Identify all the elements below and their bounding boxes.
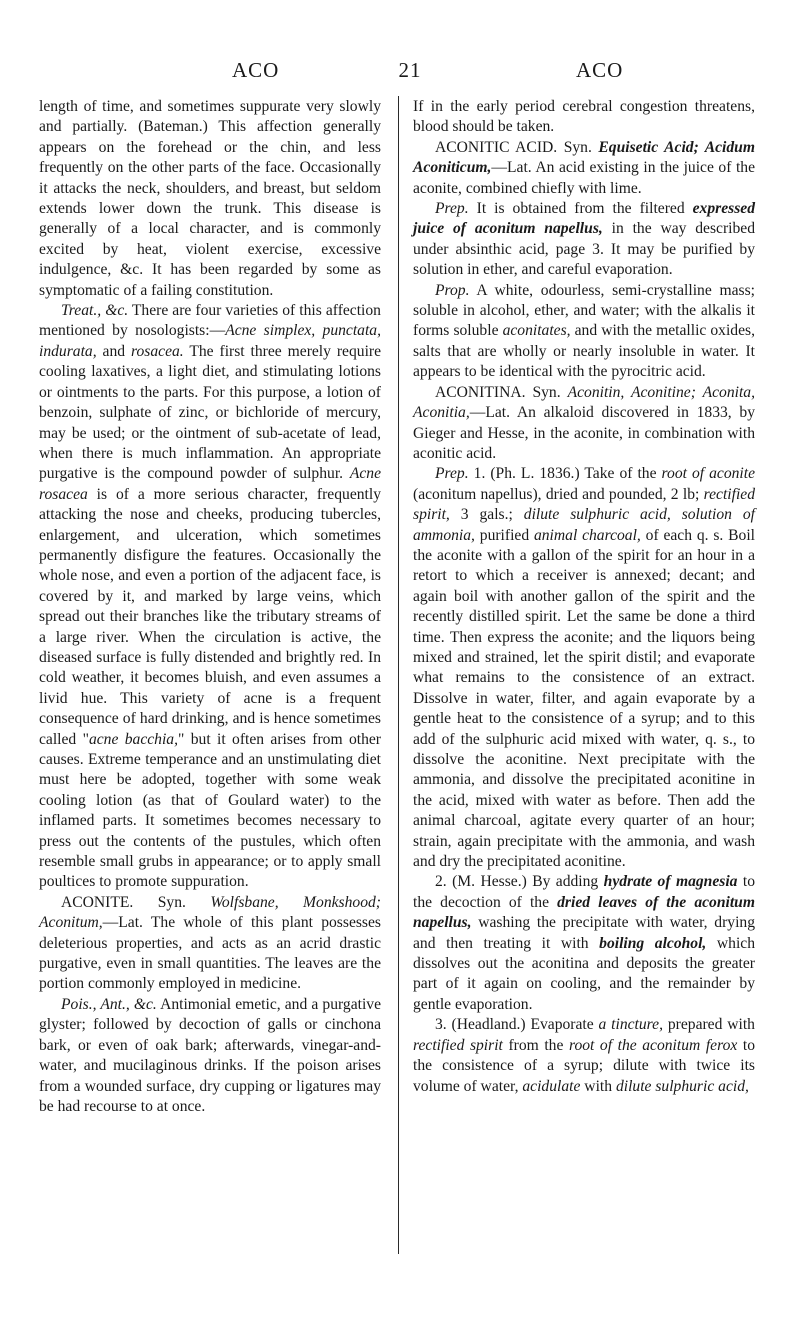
left-column — [39, 97, 381, 1117]
entry-aconitina: ACONITINA. Syn. Aconitin, Aconitine; Aconita, Aconitia,—Lat. An alkaloid discovered in 1833, by Gieger and Hesse, in the aconite, in combination with aconitic acid. — [413, 383, 755, 462]
column-divider — [398, 96, 399, 1254]
entry-aconite: ACONITE. Syn. Wolfsbane, Monkshood; Aconitum,—Lat. The whole of this plant possesses deleterious properties, and acts as an acrid drastic purgative, even in small quantities. The leaves are the portion commonly employed in medicine. — [39, 893, 381, 993]
paragraph-aconitic-prep: Prep. It is obtained from the filtered expressed juice of aconitum napellus, in the way described under absinthic acid, page 3. It may be purified by solution in ether, and careful evaporation. — [413, 200, 755, 279]
header-left-word: ACO — [232, 58, 280, 82]
page-number: 21 — [398, 58, 422, 82]
paragraph-acne-treatment: Treat., &c. There are four varieties of this affection mentioned by nosologists:—Acne simplex, punctata, indurata, and rosacea. The first three merely require cooling laxatives, a light diet, and stimulating lotions or ointments to the parts. For this purpose, a lotion of benzoin, sulphate of zinc, or bichloride of mercury, may be used; or the ointment of sub-acetate of lead, when there is much inflammation. An appropriate purgative is the compound powder of sulphur. Acne rosacea is of a more serious character, frequently attacking the nose and cheeks, producing tubercles, enlargement, and ulceration, which sometimes permanently disfigure the features. Occasionally the whole nose, and even a portion of the adjacent face, is covered by it, and marked by large veins, which spread out their branches like the tributary streams of a large river. When the circulation is active, the diseased surface is fully distended and brightly red. In cold weather, it becomes bluish, and even assumes a livid hue. This variety of acne is a frequent consequence of hard drinking, and is hence sometimes called "acne bacchia," but it often arises from other causes. Extreme temperance and an unstimulating diet must here be adopted, together with some weak cooling lotion (as that of Goulard water) to the inflamed parts. It sometimes becomes necessary to press out the contents of the pustules, which often resemble small grubs in appearance; or to apply small poultices to promote suppuration. — [39, 302, 382, 891]
paragraph-aconite-poison: Pois., Ant., &c. Antimonial emetic, and a purgative glyster; followed by decoction of galls or cinchona bark, or even of oak bark; afterwards, vinegar-and-water, and mucilaginous drinks. If the poison arises from a wounded surface, dry cupping or ligatures may be had recourse to at once. — [39, 995, 381, 1115]
right-column — [413, 97, 755, 1097]
paragraph-aconitina-prep-3: 3. (Headland.) Evaporate a tincture, prepared with rectified spirit from the root of the aconitum ferox to the consistence of a syrup; dilute with twice its volume of water, acidulate with dilute sulphuric acid, — [413, 1016, 756, 1095]
paragraph-aconitic-prop: Prop. A white, odourless, semi-crystalline mass; soluble in alcohol, ether, and water; with the alkalis it forms soluble aconitates, and with the metallic oxides, salts that are wholly or nearly insoluble in water. It appears to be identical with the pyrocitric acid. — [413, 281, 755, 381]
entry-aconitic-acid: ACONITIC ACID. Syn. Equisetic Acid; Acidum Aconiticum,—Lat. An acid existing in the juice of the aconite, combined chiefly with lime. — [413, 138, 755, 197]
header-right-word: ACO — [576, 58, 624, 82]
paragraph-aconitina-prep-2: 2. (M. Hesse.) By adding hydrate of magnesia to the decoction of the dried leaves of the aconitum napellus, washing the precipitate with water, drying and then treating it with boiling alcohol, which dissolves out the aconitina and deposits the greater part of it again on cooling, and the remainder by gentle evaporation. — [413, 873, 756, 1013]
paragraph-congestion: If in the early period cerebral congestion threatens, blood should be taken. — [413, 98, 755, 136]
running-header — [40, 58, 762, 84]
paragraph-acne-continuation: length of time, and sometimes suppurate very slowly and partially. (Bateman.) This affection generally appears on the forehead or the chin, and less frequently on the other parts of the face. Occasionally it attacks the neck, shoulders, and breast, but seldom extends lower down the trunk. This disease is generally of a local character, and is commonly excited by heat, violent exercise, excessive indulgence, &c. It has been regarded by some as symptomatic of a failing constitution. — [39, 98, 381, 299]
paragraph-aconitina-prep-1: Prep. 1. (Ph. L. 1836.) Take of the root of aconite (aconitum napellus), dried and pounded, 2 lb; rectified spirit, 3 gals.; dilute sulphuric acid, solution of ammonia, purified animal charcoal, of each q. s. Boil the aconite with a gallon of the spirit for an hour in a retort to which a receiver is annexed; decant; and again boil with another gallon of the spirit and the recently distilled spirit. Let the same be done a third time. Then express the aconite; and the liquors being mixed and strained, let the spirit distil; and evaporate what remains to the consistence of an extract. Dissolve in water, filter, and again evaporate by a gentle heat to the consistence of a syrup; and to this add of the sulphuric acid mixed with water, q. s., to dissolve the aconitine. Next precipitate with the ammonia, and dissolve the precipitated aconitine in the acid, mixed with water as before. Then add the animal charcoal, agitate every quarter of an hour; strain, again precipitate with the ammonia, and wash and dry the precipitated aconitine. — [413, 465, 756, 871]
